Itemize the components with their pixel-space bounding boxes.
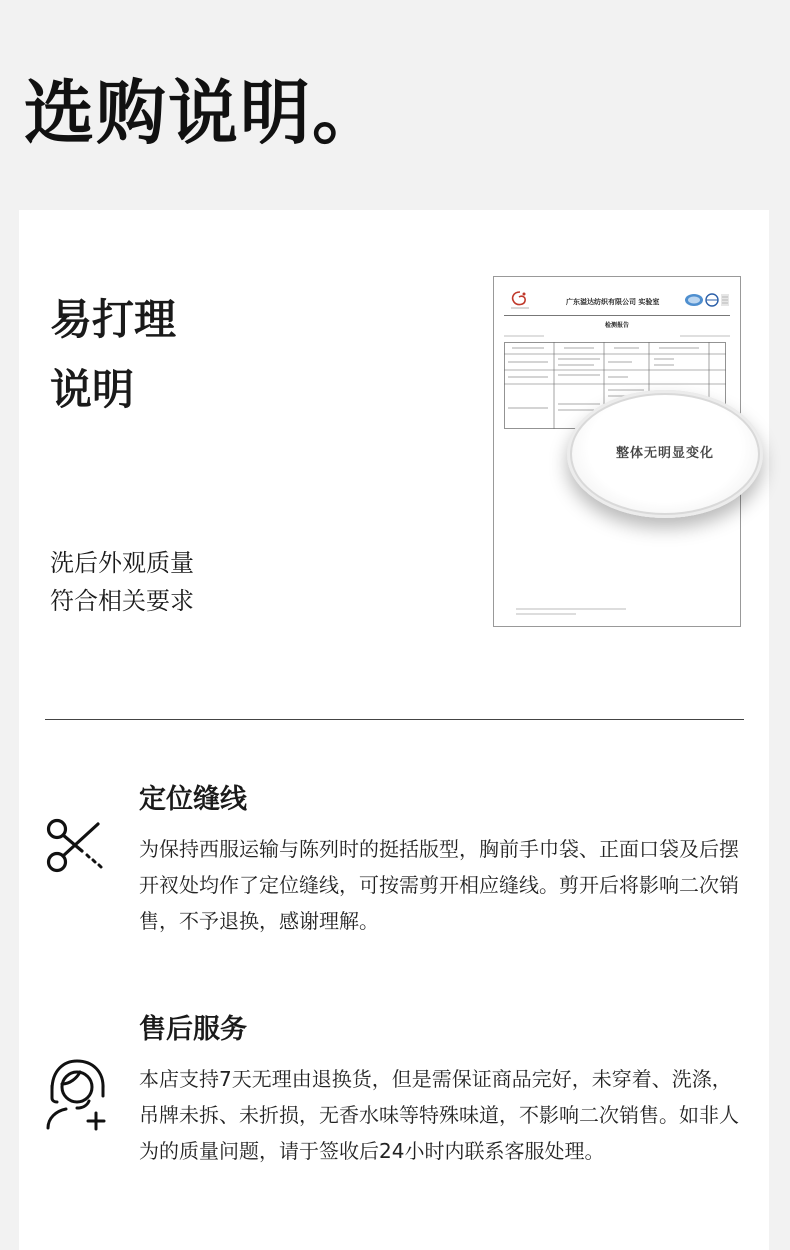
care-desc-line1: 洗后外观质量 xyxy=(50,549,194,577)
report-company: 广东溢达纺织有限公司 实验室 xyxy=(566,298,660,306)
customer-service-icon xyxy=(44,1056,114,1132)
report-footer xyxy=(516,607,686,617)
care-title-line1: 易打理 xyxy=(50,295,177,344)
info-card xyxy=(19,210,769,1250)
accreditation-badges-icon xyxy=(684,293,730,307)
care-title xyxy=(50,285,176,425)
feature-text-service: 本店支持7天无理由退换货，但是需保证商品完好，未穿着、洗涤，吊牌未拆、未折损，无香水味等特殊味道，不影响二次销售。如非人为的质量问题，请于签收后24小时内联系客服处理。 xyxy=(139,1067,739,1163)
report-rule xyxy=(504,315,730,316)
feature-text-stitch: 为保持西服运输与陈列时的挺括版型，胸前手巾袋、正面口袋及后摆开衩处均作了定位缝线，可按需剪开相应缝线。剪开后将影响二次销售，不予退换，感谢理解。 xyxy=(139,837,739,933)
report-header xyxy=(508,289,730,315)
report-doc-title: 检测报告 xyxy=(604,322,629,329)
page-title: 选购说明。 xyxy=(24,72,384,154)
care-desc-line2: 符合相关要求 xyxy=(50,587,194,615)
magnifier-callout xyxy=(567,390,763,518)
scissors-icon xyxy=(44,816,104,876)
section-divider xyxy=(45,719,744,720)
care-title-line2: 说明 xyxy=(50,365,135,414)
company-logo-icon xyxy=(508,289,532,311)
care-description xyxy=(50,544,194,620)
feature-title-service: 售后服务 xyxy=(139,1014,247,1045)
magnifier-text: 整体无明显变化 xyxy=(615,445,714,461)
feature-title-stitch: 定位缝线 xyxy=(139,784,247,815)
